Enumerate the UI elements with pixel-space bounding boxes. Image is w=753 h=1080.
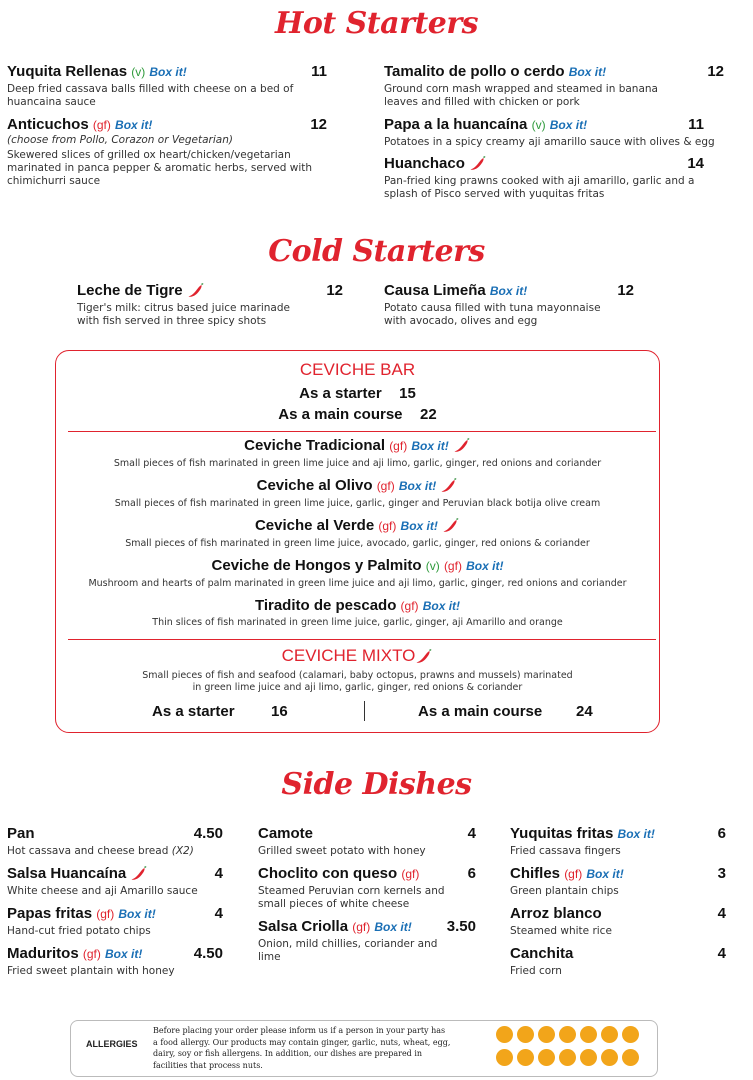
mixto-main-price: 24 xyxy=(576,703,593,720)
box-it-label: Box it! xyxy=(400,519,438,533)
side-item-chifles xyxy=(510,865,726,898)
allergies-line: a food allergy. Our products may contain ginger, garlic, nuts, wheat, egg, xyxy=(153,1037,451,1047)
item-price: 12 xyxy=(310,116,327,133)
item-name: Maduritos xyxy=(7,945,79,962)
item-name: Choclito con queso xyxy=(258,865,398,882)
gf-tag: (gf) xyxy=(96,907,115,921)
allergies-text xyxy=(153,1025,483,1071)
side-item-camote xyxy=(258,825,476,858)
item-description: White cheese and aji Amarillo sauce xyxy=(7,885,198,897)
item-note: (X2) xyxy=(171,845,194,857)
allergies-label: ALLERGIES xyxy=(86,1039,138,1049)
side-item-yuquitas-fritas xyxy=(510,825,726,858)
box-it-label: Box it! xyxy=(411,439,449,453)
item-note: (choose from Pollo, Corazon or Vegetarian) xyxy=(7,134,233,146)
gf-tag: (gf) xyxy=(443,559,462,573)
item-price: 3 xyxy=(717,865,726,882)
menu-item-anticuchos xyxy=(7,116,337,188)
item-name: Salsa Huancaína xyxy=(7,865,127,882)
item-description: Deep fried cassava balls filled with cheese on a bed of huancaina sauce xyxy=(7,83,294,108)
ceviche-item-tiradito xyxy=(55,597,660,614)
item-description: Small pieces of fish marinated in green lime juice and aji limo, garlic, ginger, red onions and coriander xyxy=(113,458,602,469)
menu-item-papa-huancaina xyxy=(384,116,715,149)
item-price: 3.50 xyxy=(446,918,476,935)
side-item-maduritos xyxy=(7,945,223,978)
gf-tag: (gf) xyxy=(92,118,111,132)
allergen-icon xyxy=(622,1026,639,1043)
gf-tag: (gf) xyxy=(400,599,419,613)
allergen-icons xyxy=(496,1024,646,1072)
item-description: Fried sweet plantain with honey xyxy=(7,965,175,977)
gf-tag: (gf) xyxy=(378,519,397,533)
allergen-icon xyxy=(496,1026,513,1043)
item-name: Camote xyxy=(258,825,314,842)
chili-icon xyxy=(187,282,205,298)
item-description: Small pieces of fish marinated in green lime juice, garlic, ginger and Peruvian black botija olive cream xyxy=(114,498,601,509)
ceviche-starter-price-row xyxy=(55,385,660,402)
item-price: 6 xyxy=(717,825,726,842)
ceviche-main-price-row xyxy=(55,406,660,423)
item-price: 11 xyxy=(688,116,704,133)
side-item-arroz-blanco xyxy=(510,905,726,938)
item-description: Skewered slices of grilled ox heart/chicken/vegetarian marinated in panca pepper & aromatic herbs, served with chimichurri sauce xyxy=(7,149,313,187)
item-price: 4 xyxy=(717,945,726,962)
item-price: 4 xyxy=(717,905,726,922)
item-description: Ground corn mash wrapped and steamed in banana leaves and filled with chicken or pork xyxy=(384,83,658,108)
chili-icon xyxy=(453,437,471,453)
item-price: 4 xyxy=(467,825,476,842)
item-description: Potatoes in a spicy creamy aji amarillo sauce with olives & egg xyxy=(384,136,715,148)
item-description: Thin slices of fish marinated in green lime juice, garlic, ginger, aji Amarillo and orange xyxy=(152,617,563,628)
item-price: 14 xyxy=(687,155,704,172)
item-price: 12 xyxy=(326,282,343,299)
chili-icon xyxy=(130,865,148,881)
box-it-label: Box it! xyxy=(586,867,624,881)
gf-tag: (gf) xyxy=(352,920,371,934)
chili-icon xyxy=(469,155,487,171)
item-price: 4 xyxy=(214,905,223,922)
divider xyxy=(364,701,365,721)
side-item-canchita xyxy=(510,945,726,978)
chili-icon xyxy=(442,517,460,533)
box-it-label: Box it! xyxy=(466,559,504,573)
item-description: Small pieces of fish marinated in green lime juice, avocado, garlic, ginger, red onions & coriander xyxy=(125,538,590,549)
item-description: Grilled sweet potato with honey xyxy=(258,845,426,857)
item-price: 12 xyxy=(707,63,724,80)
item-name: Papas fritas xyxy=(7,905,93,922)
ceviche-mixto-title xyxy=(55,646,660,666)
menu-item-causa-limena xyxy=(384,282,634,328)
mixto-starter-price: 16 xyxy=(271,703,288,720)
item-price: 4.50 xyxy=(193,945,223,962)
menu-item-yuquita-rellenas xyxy=(7,63,337,109)
box-it-label: Box it! xyxy=(489,284,528,298)
chili-icon xyxy=(415,648,433,664)
side-item-pan xyxy=(7,825,223,858)
ceviche-item-hongos xyxy=(55,557,660,574)
item-description: Fried corn xyxy=(510,965,562,977)
item-name: Ceviche al Olivo xyxy=(256,477,373,494)
item-name: Leche de Tigre xyxy=(77,282,183,299)
box-it-label: Box it! xyxy=(149,65,187,79)
item-price: 6 xyxy=(467,865,476,882)
box-it-label: Box it! xyxy=(105,947,143,961)
item-name: Ceviche de Hongos y Palmito xyxy=(211,557,422,574)
mixto-description-line1: Small pieces of fish and seafood (calamari, baby octopus, prawns and mussels) marinated xyxy=(142,670,573,681)
divider xyxy=(68,639,656,640)
menu-item-leche-de-tigre xyxy=(77,282,343,328)
item-description: Mushroom and hearts of palm marinated in green lime juice and aji limo, garlic, ginger, red onions and coriander xyxy=(88,578,627,589)
box-it-label: Box it! xyxy=(374,920,412,934)
item-description: Onion, mild chillies, coriander and lime xyxy=(258,938,438,963)
gf-tag: (gf) xyxy=(401,867,420,881)
item-price: 4 xyxy=(214,865,223,882)
ceviche-item-tradicional xyxy=(55,437,660,454)
item-name: Tamalito de pollo o cerdo xyxy=(384,63,565,80)
box-it-label: Box it! xyxy=(549,118,588,132)
box-it-label: Box it! xyxy=(617,827,655,841)
allergen-icon xyxy=(622,1049,639,1066)
side-item-salsa-criolla xyxy=(258,918,476,964)
price-label: As a starter xyxy=(299,385,382,402)
side-item-salsa-huancaina xyxy=(7,865,223,898)
side-dishes-title: Side Dishes xyxy=(281,767,472,802)
gf-tag: (gf) xyxy=(389,439,408,453)
item-description: Hot cassava and cheese bread xyxy=(7,845,169,857)
allergen-icon xyxy=(538,1049,555,1066)
price-value: 22 xyxy=(420,406,437,423)
price-label: As a main course xyxy=(278,406,403,423)
item-name: Yuquitas fritas xyxy=(510,825,614,842)
ceviche-item-verde xyxy=(55,517,660,534)
gf-tag: (gf) xyxy=(82,947,101,961)
item-description: Tiger's milk: citrus based juice marinade with fish served in three spicy shots xyxy=(77,302,290,327)
item-name: Arroz blanco xyxy=(510,905,602,922)
mixto-description-line2: in green lime juice and aji limo, garlic, ginger, red onions & coriander xyxy=(192,682,523,693)
allergen-icon xyxy=(517,1026,534,1043)
item-name: Causa Limeña xyxy=(384,282,486,299)
item-name: Papa a la huancaína xyxy=(384,116,528,133)
mixto-title-text: CEVICHE MIXTO xyxy=(281,646,416,665)
item-name: Ceviche Tradicional xyxy=(244,437,386,454)
side-item-papas-fritas xyxy=(7,905,223,938)
box-it-label: Box it! xyxy=(118,907,156,921)
ceviche-item-olivo xyxy=(55,477,660,494)
mixto-main-label: As a main course xyxy=(418,703,543,720)
item-description: Pan-fried king prawns cooked with aji amarillo, garlic and a splash of Pisco served with yuquitas fritas xyxy=(384,175,695,200)
side-item-choclito-con-queso xyxy=(258,865,476,911)
item-name: Pan xyxy=(7,825,35,842)
ceviche-bar-title: CEVICHE BAR xyxy=(299,360,416,379)
item-description: Hand-cut fried potato chips xyxy=(7,925,151,937)
menu-item-huanchaco xyxy=(384,155,704,201)
item-description: Steamed white rice xyxy=(510,925,612,937)
item-name: Canchita xyxy=(510,945,574,962)
allergen-icon xyxy=(601,1026,618,1043)
item-name: Salsa Criolla xyxy=(258,918,349,935)
item-description: Green plantain chips xyxy=(510,885,619,897)
item-price: 4.50 xyxy=(193,825,223,842)
box-it-label: Box it! xyxy=(568,65,607,79)
item-name: Anticuchos xyxy=(7,116,89,133)
gf-tag: (gf) xyxy=(564,867,583,881)
item-name: Huanchaco xyxy=(384,155,465,172)
item-description: Fried cassava fingers xyxy=(510,845,621,857)
allergen-icon xyxy=(538,1026,555,1043)
veg-tag: (v) xyxy=(131,65,146,79)
allergen-icon xyxy=(559,1026,576,1043)
cold-starters-title: Cold Starters xyxy=(268,234,485,269)
item-description: Steamed Peruvian corn kernels and small pieces of white cheese xyxy=(258,885,445,910)
item-name: Yuquita Rellenas xyxy=(7,63,128,80)
chili-icon xyxy=(440,477,458,493)
gf-tag: (gf) xyxy=(376,479,395,493)
box-it-label: Box it! xyxy=(422,599,461,613)
mixto-starter-label: As a starter xyxy=(152,703,235,720)
allergen-icon xyxy=(601,1049,618,1066)
veg-tag: (v) xyxy=(425,559,440,573)
allergen-icon xyxy=(580,1049,597,1066)
allergen-icon xyxy=(496,1049,513,1066)
menu-item-tamalito xyxy=(384,63,724,109)
item-name: Ceviche al Verde xyxy=(254,517,375,534)
box-it-label: Box it! xyxy=(115,118,153,132)
veg-tag: (v) xyxy=(531,118,546,132)
item-price: 11 xyxy=(311,63,327,80)
allergen-icon xyxy=(580,1026,597,1043)
hot-starters-title: Hot Starters xyxy=(274,6,479,41)
item-price: 12 xyxy=(617,282,634,299)
box-it-label: Box it! xyxy=(398,479,437,493)
allergies-line: Before placing your order please inform us if a person in your party has xyxy=(153,1026,446,1035)
price-value: 15 xyxy=(399,385,416,402)
item-description: Potato causa filled with tuna mayonnaise with avocado, olives and egg xyxy=(384,302,601,327)
allergen-icon xyxy=(559,1049,576,1066)
item-name: Tiradito de pescado xyxy=(254,597,397,614)
allergen-icon xyxy=(517,1049,534,1066)
allergies-line: facilities that process nuts. xyxy=(153,1060,263,1070)
divider xyxy=(68,431,656,432)
item-name: Chifles xyxy=(510,865,561,882)
allergies-line: dairy, soy or fish allergens. In addition, our dishes are prepared in xyxy=(153,1049,423,1058)
